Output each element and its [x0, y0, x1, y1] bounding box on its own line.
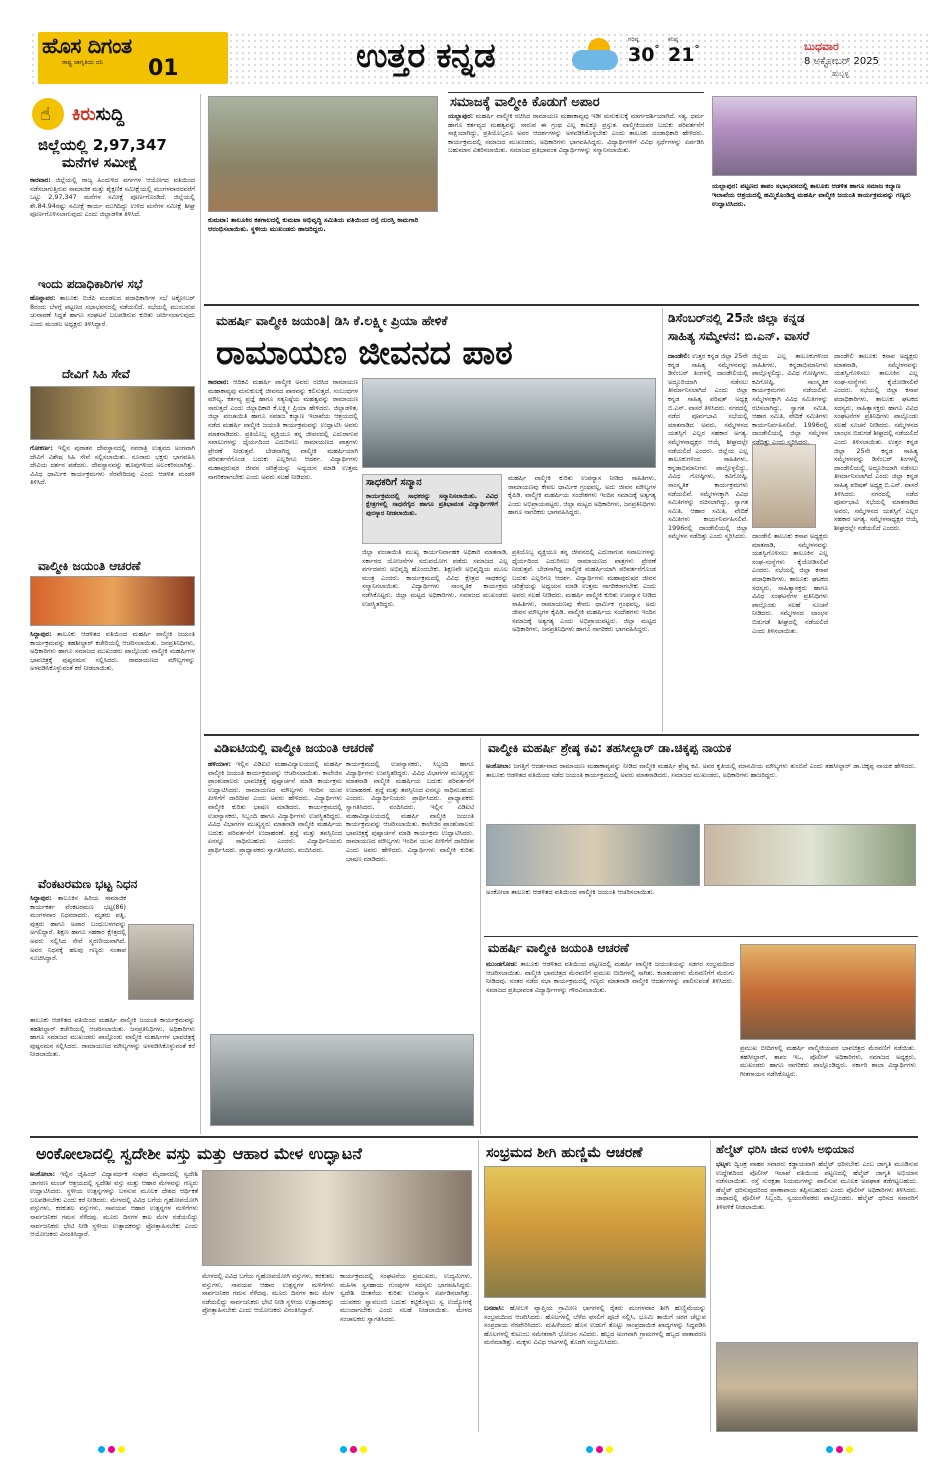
min-temp-block	[668, 36, 699, 66]
max-temp: 30	[628, 44, 655, 66]
mundgod-photo	[740, 944, 916, 1040]
story5-body-cont: ತಾಲೂಕು ಆಡಳಿತದ ವತಿಯಿಂದ ಮಹರ್ಷಿ ವಾಲ್ಮೀಕಿ ಜಯಂತಿ ಕಾರ್ಯಕ್ರಮವನ್ನು ತಹಶೀಲ್ದಾರ್ ಕಚೇರಿಯಲ್ಲಿ ಆಚರಿಸಲಾಯಿತು. ಜನಪ್ರತಿನಿಧಿಗಳು, ಅಧಿಕಾರಿಗಳು ಹಾಗೂ ಸಮಾಜದ ಮುಖಂಡರು ಪಾಲ್ಗೊಂಡು ವಾಲ್ಮೀಕಿ ಮಹರ್ಷಿಗಳ ಭಾವಚಿತ್ರಕ್ಕೆ ಪುಷ್ಪನಮನ ಸಲ್ಲಿಸಿದರು. ರಾಮಾಯಣದ ಮೌಲ್ಯಗಳನ್ನು ಅಳವಡಿಸಿಕೊಳ್ಳುವಂತೆ ಕರೆ ನೀಡಲಾಯಿತು.	[30, 1016, 195, 1059]
story5-headline: ವೆಂಕಟರಮಣ ಭಟ್ಟ ನಿಧನ	[38, 877, 138, 891]
bottom-divider-1	[478, 1140, 479, 1432]
paper-logo: ಹೊಸ ದಿಗಂತ	[42, 34, 132, 58]
edition: ಹುಬ್ಬಳ್ಳಿ	[832, 70, 849, 78]
swadeshi-body-col3: ಕಾರ್ಯಕ್ರಮದಲ್ಲಿ ಸಂಘಟನೆಯ ಪ್ರಮುಖರು, ಉದ್ಯಮಿಗಳು, ಮಹಿಳಾ ಸ್ವಸಹಾಯ ಗುಂಪುಗಳ ಸದಸ್ಯರು ಭಾಗವಹಿಸಿದ್ದರು. ಸ್ವದೇಶಿ ಚಿಂತನೆಯ ಕುರಿತು ಉಪನ್ಯಾಸ ಏರ್ಪಡಿಸಲಾಗಿತ್ತು. ಯುವಕರು ಸ್ವಾವಲಂಬಿ ಬದುಕು ಕಟ್ಟಿಕೊಳ್ಳಲು ಸ್ವ ಉದ್ಯೋಗಕ್ಕೆ ಮುಂದಾಗಬೇಕು ಎಂದು ಸಲಹೆ ನೀಡಲಾಯಿತು. ಮೇಳದ ಸಂಚಾಲಕರು ಸ್ವಾಗತಿಸಿದರು.	[340, 1272, 472, 1323]
issue-date: 8 ಅಕ್ಟೋಬರ್ 2025	[804, 56, 879, 67]
ankola-caption: ಅಂಕೋಲಾ ತಾಲೂಕು ಆಡಳಿತದ ವತಿಯಿಂದ ವಾಲ್ಮೀಕಿ ಜಯಂತಿ ಆಚರಿಸಲಾಯಿತು.	[486, 888, 655, 896]
masthead	[0, 0, 945, 92]
ankola-photo-1	[486, 824, 700, 886]
samaja-headline: ಸಮಾಜಕ್ಕೆ ವಾಲ್ಮೀಕಿ ಕೊಡುಗೆ ಅಪಾರ	[450, 95, 600, 110]
lead-body-col3: ಪ್ರತಿಯೊಬ್ಬ ವ್ಯಕ್ತಿಯೂ ತನ್ನ ಜೀವನದಲ್ಲಿ ಎದುರಾಗುವ ಸವಾಲುಗಳನ್ನು ಧೈರ್ಯದಿಂದ ಎದುರಿಸಲು ರಾಮಾಯಣದ ಪಾತ್ರಗಳು ಪ್ರೇರಣೆ ನೀಡುತ್ತವೆ. ಬೇಡನಾಗಿದ್ದ ವಾಲ್ಮೀಕಿ ಮಹರ್ಷಿಯಾಗಿ ಪರಿವರ್ತನೆಗೊಂಡ ಬದುಕು ಎಲ್ಲರಿಗೂ ಆದರ್ಶ. ವಿದ್ಯಾರ್ಥಿಗಳು ಮಹಾಪುರುಷರ ಜೀವನ ಚರಿತ್ರೆಯನ್ನು ಅಧ್ಯಯನ ಮಾಡಿ ಉತ್ತಮ ನಾಗರಿಕರಾಗಬೇಕು ಎಂದು ಅವರು ಸಲಹೆ ನೀಡಿದರು. ಮಹರ್ಷಿ ವಾಲ್ಮೀಕಿ ಕುರಿತು ಉಪನ್ಯಾಸ ನೀಡಿದ ಸಾಹಿತಿಗಳು, ರಾಮಾಯಣವು ಕೇವಲ ಧಾರ್ಮಿಕ ಗ್ರಂಥವಲ್ಲ, ಅದು ಜೀವನ ಮೌಲ್ಯಗಳ ಕೈಪಿಡಿ. ವಾಲ್ಮೀಕಿ ಮಹರ್ಷಿಯ ಸಂದೇಶಗಳು ಇಂದಿನ ಸಮಾಜಕ್ಕೆ ಅತ್ಯಗತ್ಯ ಎಂದು ಅಭಿಪ್ರಾಯಪಟ್ಟರು. ಜಿಲ್ಲಾ ಮಟ್ಟದ ಅಧಿಕಾರಿಗಳು, ಜನಪ್ರತಿನಿಧಿಗಳು ಹಾಗೂ ನಾಗರಿಕರು ಭಾಗವಹಿಸಿದ್ದರು.	[512, 548, 656, 634]
story5-body: ಸಿದ್ದಾಪುರ: ತಾಲೂಕಿನ ಹಿರಿಯ ಸಾಮಾಜಿಕ ಕಾರ್ಯಕರ್ತ ವೆಂಕಟರಮಣ ಭಟ್ಟ(86) ಮಂಗಳವಾರ ನಿಧನರಾದರು. ಮೃತರು ಪತ್ನಿ, ಪುತ್ರರು ಹಾಗೂ ಅಪಾರ ಬಂಧುಬಳಗವನ್ನು ಅಗಲಿದ್ದಾರೆ. ಶಿಕ್ಷಣ ಹಾಗೂ ಸಹಕಾರ ಕ್ಷೇತ್ರದಲ್ಲಿ ಅವರು ಸಲ್ಲಿಸಿದ ಸೇವೆ ಸ್ಮರಣೀಯವಾಗಿದೆ. ಅವರ ನಿಧನಕ್ಕೆ ಹಲವು ಗಣ್ಯರು ಸಂತಾಪ ಸೂಚಿಸಿದ್ದಾರೆ.	[30, 894, 126, 963]
swadeshi-photo	[202, 1170, 472, 1266]
min-degree: °	[694, 44, 700, 55]
story1-headline: ಮನೆಗಳ ಸಮೀಕ್ಷೆ	[62, 155, 138, 171]
section-rule-2	[204, 734, 919, 736]
sahitya-body-col2b: ದಾಂಡೇಲಿ ತಾಲೂಕು ಕಸಾಪ ಅಧ್ಯಕ್ಷರು ಮಾತನಾಡಿ, ಸಮ್ಮೇಳನವನ್ನು ಯಶಸ್ವಿಗೊಳಿಸಲು ತಾಲೂಕಿನ ಎಲ್ಲ ಸಂಘ-ಸಂಸ್ಥೆಗಳು ಕೈಜೋಡಿಸಲಿವೆ ಎಂದರು. ಸಭೆಯಲ್ಲಿ ಜಿಲ್ಲಾ ಕಸಾಪ ಪದಾಧಿಕಾರಿಗಳು, ತಾಲೂಕು ಘಟಕದ ಸದಸ್ಯರು, ಸಾಹಿತ್ಯಾಸಕ್ತರು ಹಾಗೂ ವಿವಿಧ ಸಂಘಟನೆಗಳ ಪ್ರತಿನಿಧಿಗಳು ಪಾಲ್ಗೊಂಡು ಸಲಹೆ ಸೂಚನೆ ನೀಡಿದರು. ಸಮ್ಮೇಳನದ ಲಾಂಛನ ಬಿಡುಗಡೆ ಶೀಘ್ರದಲ್ಲಿ ನಡೆಯಲಿದೆ ಎಂದು ತಿಳಿಸಲಾಯಿತು.	[752, 532, 828, 635]
sahitya-body-col2a: ಜಿಲ್ಲೆಯ ಎಲ್ಲ ತಾಲೂಕುಗಳಿಂದ ಸಾಹಿತಿಗಳು, ಕನ್ನಡಾಭಿಮಾನಿಗಳು ಪಾಲ್ಗೊಳ್ಳಲಿದ್ದು, ವಿವಿಧ ಗೋಷ್ಠಿಗಳು, ಕವಿಗೋಷ್ಠಿ, ಸಾಂಸ್ಕೃತಿಕ ಕಾರ್ಯಕ್ರಮಗಳು ನಡೆಯಲಿವೆ. ಸಮ್ಮೇಳನಕ್ಕಾಗಿ ವಿವಿಧ ಸಮಿತಿಗಳನ್ನು ರಚಿಸಲಾಗಿದ್ದು, ಸ್ವಾಗತ ಸಮಿತಿ, ಆಹಾರ ಸಮಿತಿ, ವೇದಿಕೆ ಸಮಿತಿಗಳು ಕಾರ್ಯನಿರ್ವಹಿಸಲಿವೆ. 1996ರಲ್ಲಿ ದಾಂಡೇಲಿಯಲ್ಲಿ ಜಿಲ್ಲಾ ಸಮ್ಮೇಳನ ನಡೆದಿತ್ತು ಎಂದು ಸ್ಮರಿಸಿದರು.	[752, 352, 828, 446]
story3-body: ಗೋಕರ್ಣ: ಇಲ್ಲಿನ ಪುರಾತನ ದೇವಸ್ಥಾನದಲ್ಲಿ ನವರಾತ್ರಿ ಉತ್ಸವದ ಅಂಗವಾಗಿ ದೇವಿಗೆ ವಿಶೇಷ ಸಿಹಿ ಸೇವೆ ಸಲ್ಲಿಸಲಾಯಿತು. ನೂರಾರು ಭಕ್ತರು ಭಾಗವಹಿಸಿ ದೇವಿಯ ದರ್ಶನ ಪಡೆದರು. ದೇವಸ್ಥಾನವನ್ನು ಹೂವುಗಳಿಂದ ಅಲಂಕರಿಸಲಾಗಿತ್ತು. ವಿವಿಧ ಧಾರ್ಮಿಕ ಕಾರ್ಯಕ್ರಮಗಳು ನೆರವೇರಿದವು ಎಂದು ಆಡಳಿತ ಮಂಡಳಿ ತಿಳಿಸಿದೆ.	[30, 444, 195, 487]
felicitation-body: ಕಾರ್ಯಕ್ರಮದಲ್ಲಿ ಸಾಧಕರನ್ನು ಸನ್ಮಾನಿಸಲಾಯಿತು. ವಿವಿಧ ಕ್ಷೇತ್ರಗಳಲ್ಲಿ ಸಾಧನೆಗೈದ ಹಾಗೂ ಪ್ರತಿಭಾವಂತ ವಿದ್ಯಾರ್ಥಿಗಳಿಗೆ ಪುರಸ್ಕಾರ ನೀಡಲಾಯಿತು.	[366, 491, 498, 517]
section-title: ಕಿರುಸುದ್ದಿ	[72, 104, 125, 125]
story4-body: ಸಿದ್ದಾಪುರ: ತಾಲೂಕು ಆಡಳಿತದ ವತಿಯಿಂದ ಮಹರ್ಷಿ ವಾಲ್ಮೀಕಿ ಜಯಂತಿ ಕಾರ್ಯಕ್ರಮವನ್ನು ತಹಶೀಲ್ದಾರ್ ಕಚೇರಿಯಲ್ಲಿ ಆಚರಿಸಲಾಯಿತು. ಜನಪ್ರತಿನಿಧಿಗಳು, ಅಧಿಕಾರಿಗಳು ಹಾಗೂ ಸಮಾಜದ ಮುಖಂಡರು ಪಾಲ್ಗೊಂಡು ವಾಲ್ಮೀಕಿ ಮಹರ್ಷಿಗಳ ಭಾವಚಿತ್ರಕ್ಕೆ ಪುಷ್ಪನಮನ ಸಲ್ಲಿಸಿದರು. ರಾಮಾಯಣದ ಮೌಲ್ಯಗಳನ್ನು ಅಳವಡಿಸಿಕೊಳ್ಳುವಂತೆ ಕರೆ ನೀಡಲಾಯಿತು.	[30, 630, 195, 673]
sahitya-headline-2: ಸಾಹಿತ್ಯ ಸಮ್ಮೇಳನ: ಬಿ.ಎನ್. ವಾಸರೆ	[668, 329, 810, 343]
shigi-photo	[484, 1166, 706, 1298]
max-temp-block	[628, 36, 659, 66]
story3-headline: ದೇವಿಗೆ ಸಿಹಿ ಸೇವೆ	[62, 367, 130, 381]
story4-headline: ವಾಲ್ಮೀಕಿ ಜಯಂತಿ ಆಚರಣೆ	[38, 559, 141, 573]
yellapur-photo-caption: ಯಲ್ಲಾಪುರ: ಪಟ್ಟಣದ ತಾಪಂ ಸಭಾಭವನದಲ್ಲಿ ತಾಲೂಕು ಆಡಳಿತ ಹಾಗೂ ಸಮಾಜ ಕಲ್ಯಾಣ ಇಲಾಖೆಯ ಆಶ್ರಯದಲ್ಲಿ ಹಮ್ಮಿಕೊಂಡಿದ್ದ ಮಹರ್ಷಿ ವಾಲ್ಮೀಕಿ ಜಯಂತಿ ಕಾರ್ಯಕ್ರಮವನ್ನು ಗಣ್ಯರು ಉದ್ಘಾಟಿಸಿದರು.	[712, 182, 911, 208]
sahitya-body-col3: ದಾಂಡೇಲಿ ತಾಲೂಕು ಕಸಾಪ ಅಧ್ಯಕ್ಷರು ಮಾತನಾಡಿ, ಸಮ್ಮೇಳನವನ್ನು ಯಶಸ್ವಿಗೊಳಿಸಲು ತಾಲೂಕಿನ ಎಲ್ಲ ಸಂಘ-ಸಂಸ್ಥೆಗಳು ಕೈಜೋಡಿಸಲಿವೆ ಎಂದರು. ಸಭೆಯಲ್ಲಿ ಜಿಲ್ಲಾ ಕಸಾಪ ಪದಾಧಿಕಾರಿಗಳು, ತಾಲೂಕು ಘಟಕದ ಸದಸ್ಯರು, ಸಾಹಿತ್ಯಾಸಕ್ತರು ಹಾಗೂ ವಿವಿಧ ಸಂಘಟನೆಗಳ ಪ್ರತಿನಿಧಿಗಳು ಪಾಲ್ಗೊಂಡು ಸಲಹೆ ಸೂಚನೆ ನೀಡಿದರು. ಸಮ್ಮೇಳನದ ಲಾಂಛನ ಬಿಡುಗಡೆ ಶೀಘ್ರದಲ್ಲಿ ನಡೆಯಲಿದೆ ಎಂದು ತಿಳಿಸಲಾಯಿತು. ಉತ್ತರ ಕನ್ನಡ ಜಿಲ್ಲಾ 25ನೇ ಕನ್ನಡ ಸಾಹಿತ್ಯ ಸಮ್ಮೇಳನವನ್ನು ಡಿಸೆಂಬರ್ ತಿಂಗಳಲ್ಲಿ ದಾಂಡೇಲಿಯಲ್ಲಿ ಅದ್ದೂರಿಯಾಗಿ ನಡೆಸಲು ತೀರ್ಮಾನಿಸಲಾಗಿದೆ ಎಂದು ಜಿಲ್ಲಾ ಕನ್ನಡ ಸಾಹಿತ್ಯ ಪರಿಷತ್ ಅಧ್ಯಕ್ಷ ಬಿ.ಎನ್. ವಾಸರೆ ತಿಳಿಸಿದರು. ನಗರದಲ್ಲಿ ನಡೆದ ಪೂರ್ವಭಾವಿ ಸಭೆಯಲ್ಲಿ ಮಾತನಾಡಿದ ಅವರು, ಸಮ್ಮೇಳನದ ಯಶಸ್ಸಿಗೆ ಎಲ್ಲರ ಸಹಕಾರ ಅಗತ್ಯ. ಸಮ್ಮೇಳನಾಧ್ಯಕ್ಷರ ಆಯ್ಕೆ ಶೀಘ್ರದಲ್ಲೇ ನಡೆಯಲಿದೆ ಎಂದರು.	[834, 352, 918, 532]
lead-headline: ರಾಮಾಯಣ ಜೀವನದ ಪಾಠ	[216, 333, 513, 372]
vdit-photo	[210, 1034, 474, 1126]
felicitation-title: ಸಾಧಕರಿಗೆ ಸನ್ಮಾನ	[366, 477, 422, 488]
bottom-divider-2	[710, 1140, 711, 1432]
ankola-photo-2	[704, 824, 916, 886]
pointing-hand-icon: ☝	[32, 98, 64, 130]
helmet-body: ಭಟ್ಕಳ: ದ್ವಿಚಕ್ರ ವಾಹನ ಸವಾರರು ಕಡ್ಡಾಯವಾಗಿ ಹೆಲ್ಮೆಟ್ ಧರಿಸಬೇಕು ಎಂಬ ಜಾಗೃತಿ ಮೂಡಿಸುವ ಉದ್ದೇಶದಿಂದ ಪೊಲೀಸ್ ಇಲಾಖೆ ವತಿಯಿಂದ ಪಟ್ಟಣದಲ್ಲಿ ಹೆಲ್ಮೆಟ್ ಜಾಗೃತಿ ಅಭಿಯಾನ ನಡೆಸಲಾಯಿತು. ರಸ್ತೆ ಸುರಕ್ಷತಾ ನಿಯಮಗಳನ್ನು ಪಾಲಿಸುವ ಮೂಲಕ ಅಪಘಾತ ತಡೆಗಟ್ಟಬಹುದು. ಹೆಲ್ಮೆಟ್ ಧರಿಸುವುದರಿಂದ ಪ್ರಾಣಾಪಾಯ ತಪ್ಪಿಸಬಹುದು ಎಂದು ಪೊಲೀಸ್ ಅಧಿಕಾರಿಗಳು ತಿಳಿಸಿದರು. ಜಾಥಾದಲ್ಲಿ ಪೊಲೀಸ್ ಸಿಬ್ಬಂದಿ, ಸ್ವಯಂಸೇವಕರು ಪಾಲ್ಗೊಂಡರು. ಹೆಲ್ಮೆಟ್ ಧರಿಸದ ಸವಾರರಿಗೆ ತಿಳಿವಳಿಕೆ ನೀಡಲಾಯಿತು.	[716, 1160, 918, 1211]
min-temp-label: ಕನಿಷ್ಠ	[668, 36, 679, 43]
lead-body-col1: ಕಾರವಾರ: ಆದಿಕವಿ ಮಹರ್ಷಿ ವಾಲ್ಮೀಕಿ ಅವರು ರಚಿಸಿದ ರಾಮಾಯಣ ಮಹಾಕಾವ್ಯವು ಮನುಕುಲಕ್ಕೆ ಜೀವನದ ಪಾಠವನ್ನು ಕಲಿಸುತ್ತದೆ. ಸಂಬಂಧಗಳ ಮೌಲ್ಯ, ಕರ್ತವ್ಯ ಪ್ರಜ್ಞೆ ಹಾಗೂ ಸತ್ಯನಿಷ್ಠೆಯ ಮಹತ್ವವನ್ನು ರಾಮಾಯಣ ಸಾರುತ್ತದೆ ಎಂದು ಜಿಲ್ಲಾಧಿಕಾರಿ ಕೆ.ಲಕ್ಷ್ಮೀ ಪ್ರಿಯಾ ಹೇಳಿದರು. ಜಿಲ್ಲಾಡಳಿತ, ಜಿಲ್ಲಾ ಪಂಚಾಯಿತಿ ಹಾಗೂ ಸಮಾಜ ಕಲ್ಯಾಣ ಇಲಾಖೆಯ ಆಶ್ರಯದಲ್ಲಿ ನಡೆದ ಮಹರ್ಷಿ ವಾಲ್ಮೀಕಿ ಜಯಂತಿ ಕಾರ್ಯಕ್ರಮವನ್ನು ಉದ್ಘಾಟಿಸಿ ಅವರು ಮಾತನಾಡಿದರು. ಪ್ರತಿಯೊಬ್ಬ ವ್ಯಕ್ತಿಯೂ ತನ್ನ ಜೀವನದಲ್ಲಿ ಎದುರಾಗುವ ಸವಾಲುಗಳನ್ನು ಧೈರ್ಯದಿಂದ ಎದುರಿಸಲು ರಾಮಾಯಣದ ಪಾತ್ರಗಳು ಪ್ರೇರಣೆ ನೀಡುತ್ತವೆ. ಬೇಡನಾಗಿದ್ದ ವಾಲ್ಮೀಕಿ ಮಹರ್ಷಿಯಾಗಿ ಪರಿವರ್ತನೆಗೊಂಡ ಬದುಕು ಎಲ್ಲರಿಗೂ ಆದರ್ಶ. ವಿದ್ಯಾರ್ಥಿಗಳು ಮಹಾಪುರುಷರ ಜೀವನ ಚರಿತ್ರೆಯನ್ನು ಅಧ್ಯಯನ ಮಾಡಿ ಉತ್ತಮ ನಾಗರಿಕರಾಗಬೇಕು ಎಂದು ಅವರು ಸಲಹೆ ನೀಡಿದರು.	[208, 378, 358, 481]
section-rule-3	[30, 1136, 918, 1138]
sahitya-body-col1: ದಾಂಡೇಲಿ: ಉತ್ತರ ಕನ್ನಡ ಜಿಲ್ಲಾ 25ನೇ ಕನ್ನಡ ಸಾಹಿತ್ಯ ಸಮ್ಮೇಳನವನ್ನು ಡಿಸೆಂಬರ್ ತಿಂಗಳಲ್ಲಿ ದಾಂಡೇಲಿಯಲ್ಲಿ ಅದ್ದೂರಿಯಾಗಿ ನಡೆಸಲು ತೀರ್ಮಾನಿಸಲಾಗಿದೆ ಎಂದು ಜಿಲ್ಲಾ ಕನ್ನಡ ಸಾಹಿತ್ಯ ಪರಿಷತ್ ಅಧ್ಯಕ್ಷ ಬಿ.ಎನ್. ವಾಸರೆ ತಿಳಿಸಿದರು. ನಗರದಲ್ಲಿ ನಡೆದ ಪೂರ್ವಭಾವಿ ಸಭೆಯಲ್ಲಿ ಮಾತನಾಡಿದ ಅವರು, ಸಮ್ಮೇಳನದ ಯಶಸ್ಸಿಗೆ ಎಲ್ಲರ ಸಹಕಾರ ಅಗತ್ಯ. ಸಮ್ಮೇಳನಾಧ್ಯಕ್ಷರ ಆಯ್ಕೆ ಶೀಘ್ರದಲ್ಲೇ ನಡೆಯಲಿದೆ ಎಂದರು. ಜಿಲ್ಲೆಯ ಎಲ್ಲ ತಾಲೂಕುಗಳಿಂದ ಸಾಹಿತಿಗಳು, ಕನ್ನಡಾಭಿಮಾನಿಗಳು ಪಾಲ್ಗೊಳ್ಳಲಿದ್ದು, ವಿವಿಧ ಗೋಷ್ಠಿಗಳು, ಕವಿಗೋಷ್ಠಿ, ಸಾಂಸ್ಕೃತಿಕ ಕಾರ್ಯಕ್ರಮಗಳು ನಡೆಯಲಿವೆ. ಸಮ್ಮೇಳನಕ್ಕಾಗಿ ವಿವಿಧ ಸಮಿತಿಗಳನ್ನು ರಚಿಸಲಾಗಿದ್ದು, ಸ್ವಾಗತ ಸಮಿತಿ, ಆಹಾರ ಸಮಿತಿ, ವೇದಿಕೆ ಸಮಿತಿಗಳು ಕಾರ್ಯನಿರ್ವಹಿಸಲಿವೆ. 1996ರಲ್ಲಿ ದಾಂಡೇಲಿಯಲ್ಲಿ ಜಿಲ್ಲಾ ಸಮ್ಮೇಳನ ನಡೆದಿತ್ತು ಎಂದು ಸ್ಮರಿಸಿದರು.	[668, 352, 748, 541]
story1-headline-num: ಜಿಲ್ಲೆಯಲ್ಲಿ 2,97,347	[38, 136, 167, 154]
sahitya-headline-1: ಡಿಸೆಂಬರ್‌ನಲ್ಲಿ 25ನೇ ಜಿಲ್ಲಾ ಕನ್ನಡ	[668, 311, 805, 325]
felicitation-box	[362, 474, 502, 544]
sun-cloud-icon	[570, 36, 624, 76]
lead-kicker: ಮಹರ್ಷಿ ವಾಲ್ಮೀಕಿ ಜಯಂತಿ| ಡಿಸಿ ಕೆ.ಲಕ್ಷ್ಮೀ ಪ್ರಿಯಾ ಹೇಳಿಕೆ	[216, 313, 448, 328]
kumta-photo	[208, 96, 438, 212]
obituary-portrait	[128, 924, 194, 1000]
district-title: ಉತ್ತರ ಕನ್ನಡ	[356, 36, 496, 76]
top-rule	[448, 92, 704, 93]
shigi-body: ಬನವಾಸಿ: ಹೋಬಳಿ ವ್ಯಾಪ್ತಿಯ ಗ್ರಾಮೀಣ ಭಾಗಗಳಲ್ಲಿ ರೈತರು ಮಂಗಳವಾರ ಶೀಗಿ ಹುಣ್ಣಿಮೆಯನ್ನು ಸಂಭ್ರಮದಿಂದ ಆಚರಿಸಿದರು. ಹೊಲಗಳಲ್ಲಿ ಬೆಳೆದ ಫಸಲಿಗೆ ಪೂಜೆ ಸಲ್ಲಿಸಿ, ಭೂಮಿ ತಾಯಿಗೆ ಚರಗ ಚೆಲ್ಲುವ ಸಂಪ್ರದಾಯ ನೆರವೇರಿಸಿದರು. ಮಹಿಳೆಯರು ಹೊಸ ಉಡುಗೆ ತೊಟ್ಟು ಸಾಂಪ್ರದಾಯಿಕ ಖಾದ್ಯಗಳನ್ನು ಸಿದ್ಧಪಡಿಸಿ ಹೊಲಗಳಲ್ಲಿ ಕುಟುಂಬ ಸಮೇತರಾಗಿ ಭೋಜನ ಸವಿದರು. ಹಬ್ಬದ ಅಂಗವಾಗಿ ಗ್ರಾಮಗಳಲ್ಲಿ ಹಬ್ಬದ ವಾತಾವರಣ ಮನೆಮಾಡಿತ್ತು. ಮಕ್ಕಳು ವಿವಿಧ ಆಟಗಳಲ್ಲಿ ತೊಡಗಿ ಸಂಭ್ರಮಿಸಿದರು.	[484, 1304, 706, 1347]
swadeshi-body-col1: ಅಂಕೋಲಾ: ಇಲ್ಲಿನ ಜೈಹಿಂದ್ ವಿದ್ಯಾವರ್ಧಕ ಸಂಘದ ಮೈದಾನದಲ್ಲಿ ಸ್ವದೇಶಿ ಜಾಗರಣ ಮಂಚ್ ಆಶ್ರಯದಲ್ಲಿ ಸ್ವದೇಶೀ ವಸ್ತು ಮತ್ತು ಆಹಾರ ಮೇಳವನ್ನು ಗಣ್ಯರು ಉದ್ಘಾಟಿಸಿದರು. ಸ್ಥಳೀಯ ಉತ್ಪನ್ನಗಳನ್ನು ಬಳಸುವ ಮೂಲಕ ದೇಶದ ಆರ್ಥಿಕತೆ ಬಲಪಡಿಸಬೇಕು ಎಂದು ಕರೆ ನೀಡಿದರು. ಮೇಳದಲ್ಲಿ ವಿವಿಧ ಬಗೆಯ ಗೃಹೋಪಯೋಗಿ ವಸ್ತುಗಳು, ಕರಕುಶಲ ವಸ್ತುಗಳು, ಸಾವಯವ ಆಹಾರ ಉತ್ಪನ್ನಗಳ ಮಳಿಗೆಗಳು ಸಾರ್ವಜನಿಕರ ಗಮನ ಸೆಳೆದವು. ಮೂರು ದಿನಗಳ ಕಾಲ ಮೇಳ ನಡೆಯಲಿದ್ದು ಸಾರ್ವಜನಿಕರು ಭೇಟಿ ನೀಡಿ ಸ್ಥಳೀಯ ಉತ್ಪಾದಕರನ್ನು ಪ್ರೋತ್ಸಾಹಿಸಬೇಕು ಎಂದು ಆಯೋಜಕರು ವಿನಂತಿಸಿದ್ದಾರೆ.	[30, 1170, 198, 1239]
story2-headline: ಇಂದು ಪದಾಧಿಕಾರಿಗಳ ಸಭೆ	[38, 277, 143, 291]
section-rule	[204, 304, 919, 306]
shigi-headline: ಸಂಭ್ರಮದ ಶೀಗಿ ಹುಣ್ಣಿಮೆ ಆಚರಣೆ	[486, 1145, 643, 1161]
mundgod-body: ಮುಂಡಗೋಡ: ತಾಲೂಕು ಆಡಳಿತದ ವತಿಯಿಂದ ಪಟ್ಟಣದಲ್ಲಿ ಮಹರ್ಷಿ ವಾಲ್ಮೀಕಿ ಜಯಂತಿಯನ್ನು ಸಡಗರ ಸಂಭ್ರಮದಿಂದ ಆಚರಿಸಲಾಯಿತು. ವಾಲ್ಮೀಕಿ ಭಾವಚಿತ್ರದ ಮೆರವಣಿಗೆ ಪ್ರಮುಖ ಬೀದಿಗಳಲ್ಲಿ ಸಾಗಿತು. ಕಲಾತಂಡಗಳು ಮೆರವಣಿಗೆಗೆ ಮೆರುಗು ನೀಡಿದವು. ನಂತರ ನಡೆದ ಸಭಾ ಕಾರ್ಯಕ್ರಮದಲ್ಲಿ ಗಣ್ಯರು ಮಾತನಾಡಿ ವಾಲ್ಮೀಕಿ ಆದರ್ಶಗಳನ್ನು ಪಾಲಿಸುವಂತೆ ತಿಳಿಸಿದರು. ಸಮಾಜದ ಪ್ರತಿಭಾವಂತ ವಿದ್ಯಾರ್ಥಿಗಳನ್ನು ಗೌರವಿಸಲಾಯಿತು.	[486, 960, 734, 994]
ankola-headline: ವಾಲ್ಮೀಕಿ ಮಹರ್ಷಿ ಶ್ರೇಷ್ಠ ಕವಿ: ತಹಸೀಲ್ದಾರ್ ಡಾ.ಚಿಕ್ಕಪ್ಪ ನಾಯಕ	[488, 741, 732, 755]
max-degree: °	[654, 44, 660, 55]
helmet-headline: ಹೆಲ್ಮೆಟ್ ಧರಿಸಿ ಜೀವ ಉಳಿಸಿ ಅಭಿಯಾನ	[716, 1143, 855, 1156]
jayanti-photo	[30, 576, 195, 626]
yellapur-photo	[712, 96, 917, 176]
paper-tagline: ರಾಷ್ಟ್ರ ಜಾಗೃತಿಯ ದನಿ	[62, 59, 104, 66]
kiru-suddi-header	[30, 96, 190, 132]
helmet-photo	[716, 1342, 918, 1432]
vdit-headline: ವಿಡಿಐಟಿಯಲ್ಲಿ ವಾಲ್ಮೀಕಿ ಜಯಂತಿ ಆಚರಣೆ	[214, 741, 374, 755]
min-temp: 21	[668, 44, 695, 66]
column-divider	[200, 94, 201, 1134]
lead-body-col2: ಜಿಲ್ಲಾ ಪಂಚಾಯಿತಿ ಮುಖ್ಯ ಕಾರ್ಯನಿರ್ವಾಹಕ ಅಧಿಕಾರಿ ಮಾತನಾಡಿ, ಸರ್ಕಾರದ ಯೋಜನೆಗಳ ಸದುಪಯೋಗ ಪಡೆದು ಸಮಾಜದ ಎಲ್ಲ ವರ್ಗದವರು ಅಭಿವೃದ್ಧಿ ಹೊಂದಬೇಕು. ಶಿಕ್ಷಣವೇ ಅಭಿವೃದ್ಧಿಯ ಮೂಲ ಮಂತ್ರ ಎಂದರು. ಕಾರ್ಯಕ್ರಮದಲ್ಲಿ ವಿವಿಧ ಕ್ಷೇತ್ರದ ಸಾಧಕರನ್ನು ಸನ್ಮಾನಿಸಲಾಯಿತು. ವಿದ್ಯಾರ್ಥಿಗಳು ಸಾಂಸ್ಕೃತಿಕ ಕಾರ್ಯಕ್ರಮ ನಡೆಸಿಕೊಟ್ಟರು. ಜಿಲ್ಲಾ ಮಟ್ಟದ ಅಧಿಕಾರಿಗಳು, ಸಮಾಜದ ಮುಖಂಡರು ಉಪಸ್ಥಿತರಿದ್ದರು.	[362, 548, 508, 608]
mundgod-headline: ಮಹರ್ಷಿ ವಾಲ್ಮೀಕಿ ಜಯಂತಿ ಆಚರಣೆ	[488, 941, 629, 955]
weekday: ಬುಧವಾರ	[804, 40, 839, 53]
vdit-body-col1: ಹಳಿಯಾಳ: ಇಲ್ಲಿನ ವಿಡಿಐಟಿ ಮಹಾವಿದ್ಯಾಲಯದಲ್ಲಿ ಮಹರ್ಷಿ ವಾಲ್ಮೀಕಿ ಜಯಂತಿ ಕಾರ್ಯಕ್ರಮವನ್ನು ಆಚರಿಸಲಾಯಿತು. ಕಾಲೇಜಿನ ಪ್ರಾಂಶುಪಾಲರು ಭಾವಚಿತ್ರಕ್ಕೆ ಪುಷ್ಪಾರ್ಚನೆ ಮಾಡಿ ಕಾರ್ಯಕ್ರಮ ಉದ್ಘಾಟಿಸಿದರು. ರಾಮಾಯಣದ ಮೌಲ್ಯಗಳು ಇಂದಿನ ಯುವ ಪೀಳಿಗೆಗೆ ದಾರಿದೀಪ ಎಂದು ಅವರು ಹೇಳಿದರು. ವಿದ್ಯಾರ್ಥಿಗಳು ವಾಲ್ಮೀಕಿ ಕುರಿತು ಭಾಷಣ ಮಾಡಿದರು. ಕಾರ್ಯಕ್ರಮದಲ್ಲಿ ಉಪನ್ಯಾಸಕರು, ಸಿಬ್ಬಂದಿ ಹಾಗೂ ವಿದ್ಯಾರ್ಥಿಗಳು ಉಪಸ್ಥಿತರಿದ್ದರು. ವಿವಿಧ ವಿಭಾಗಗಳ ಮುಖ್ಯಸ್ಥರು ಮಾತನಾಡಿ ವಾಲ್ಮೀಕಿ ಮಹರ್ಷಿಯ ಬದುಕು ಪರಿವರ್ತನೆಗೆ ಉದಾಹರಣೆ. ಶ್ರದ್ಧೆ ಮತ್ತು ತಪಸ್ಸಿನಿಂದ ಏನನ್ನೂ ಸಾಧಿಸಬಹುದು ಎಂದರು. ವಿದ್ಯಾರ್ಥಿನಿಯರು ಪ್ರಾರ್ಥಿಸಿದರು. ಪ್ರಾಧ್ಯಾಪಕರು ಸ್ವಾಗತಿಸಿದರು, ವಂದಿಸಿದರು.	[208, 760, 342, 854]
print-mark-4	[826, 1438, 866, 1446]
print-mark-3	[586, 1438, 626, 1446]
story1-body: ಕಾರವಾರ: ಜಿಲ್ಲೆಯಲ್ಲಿ ರಾಜ್ಯ ಹಿಂದುಳಿದ ವರ್ಗಗಳ ಆಯೋಗದ ವತಿಯಿಂದ ನಡೆಸಲಾಗುತ್ತಿರುವ ಸಾಮಾಜಿಕ ಮತ್ತು ಶೈಕ್ಷಣಿಕ ಸಮೀಕ್ಷೆಯಲ್ಲಿ ಮಂಗಳವಾರದವರೆಗೆ ಒಟ್ಟು 2,97,347 ಮನೆಗಳ ಸಮೀಕ್ಷೆ ಪೂರ್ಣಗೊಂಡಿದೆ. ಜಿಲ್ಲೆಯಲ್ಲಿ ಶೇ.84.94ರಷ್ಟು ಸಮೀಕ್ಷೆ ಕಾರ್ಯ ಮುಗಿದಿದ್ದು ಉಳಿದ ಮನೆಗಳ ಸಮೀಕ್ಷೆ ಶೀಘ್ರ ಪೂರ್ಣಗೊಳಿಸಲಾಗುವುದು ಎಂದು ಜಿಲ್ಲಾಡಳಿತ ತಿಳಿಸಿದೆ.	[30, 176, 195, 219]
page-number: 01	[148, 56, 179, 81]
middle-divider	[480, 738, 481, 1134]
ankola-body: ಅಂಕೋಲಾ: ಜಗತ್ತಿಗೆ ಆದರ್ಶವಾದ ರಾಮಾಯಣ ಮಹಾಕಾವ್ಯವನ್ನು ನೀಡಿದ ವಾಲ್ಮೀಕಿ ಮಹರ್ಷಿ ಶ್ರೇಷ್ಠ ಕವಿ. ಅವರ ಕೃತಿಯಲ್ಲಿ ಮಾನವೀಯ ಮೌಲ್ಯಗಳು ತುಂಬಿವೆ ಎಂದು ತಹಸೀಲ್ದಾರ್ ಡಾ.ಚಿಕ್ಕಪ್ಪ ನಾಯಕ ಹೇಳಿದರು. ತಾಲೂಕು ಆಡಳಿತದ ವತಿಯಿಂದ ನಡೆದ ಜಯಂತಿ ಕಾರ್ಯಕ್ರಮದಲ್ಲಿ ಅವರು ಮಾತನಾಡಿದರು. ಸಮಾಜದ ಮುಖಂಡರು, ಅಧಿಕಾರಿಗಳು ಹಾಜರಿದ್ದರು.	[486, 762, 916, 779]
kumta-photo-caption: ಕುಮಟಾ: ತಾಲೂಕಿನ ಕತಗಾಲದಲ್ಲಿ ಕುಮಟಾ ಅಭಿವೃದ್ಧಿ ಸಮಿತಿಯ ವತಿಯಿಂದ ರಸ್ತೆ ದುರಸ್ತಿ ಕಾಮಗಾರಿ ಆರಂಭಿಸಲಾಯಿತು. ಸ್ಥಳೀಯ ಮುಖಂಡರು ಹಾಜರಿದ್ದರು.	[208, 216, 419, 233]
max-temp-label: ಗರಿಷ್ಠ	[628, 36, 639, 43]
print-mark-2	[340, 1438, 380, 1446]
vdit-body-col2: ಕಾರ್ಯಕ್ರಮದಲ್ಲಿ ಉಪನ್ಯಾಸಕರು, ಸಿಬ್ಬಂದಿ ಹಾಗೂ ವಿದ್ಯಾರ್ಥಿಗಳು ಉಪಸ್ಥಿತರಿದ್ದರು. ವಿವಿಧ ವಿಭಾಗಗಳ ಮುಖ್ಯಸ್ಥರು ಮಾತನಾಡಿ ವಾಲ್ಮೀಕಿ ಮಹರ್ಷಿಯ ಬದುಕು ಪರಿವರ್ತನೆಗೆ ಉದಾಹರಣೆ. ಶ್ರದ್ಧೆ ಮತ್ತು ತಪಸ್ಸಿನಿಂದ ಏನನ್ನೂ ಸಾಧಿಸಬಹುದು ಎಂದರು. ವಿದ್ಯಾರ್ಥಿನಿಯರು ಪ್ರಾರ್ಥಿಸಿದರು. ಪ್ರಾಧ್ಯಾಪಕರು ಸ್ವಾಗತಿಸಿದರು, ವಂದಿಸಿದರು. ಇಲ್ಲಿನ ವಿಡಿಐಟಿ ಮಹಾವಿದ್ಯಾಲಯದಲ್ಲಿ ಮಹರ್ಷಿ ವಾಲ್ಮೀಕಿ ಜಯಂತಿ ಕಾರ್ಯಕ್ರಮವನ್ನು ಆಚರಿಸಲಾಯಿತು. ಕಾಲೇಜಿನ ಪ್ರಾಂಶುಪಾಲರು ಭಾವಚಿತ್ರಕ್ಕೆ ಪುಷ್ಪಾರ್ಚನೆ ಮಾಡಿ ಕಾರ್ಯಕ್ರಮ ಉದ್ಘಾಟಿಸಿದರು. ರಾಮಾಯಣದ ಮೌಲ್ಯಗಳು ಇಂದಿನ ಯುವ ಪೀಳಿಗೆಗೆ ದಾರಿದೀಪ ಎಂದು ಅವರು ಹೇಳಿದರು. ವಿದ್ಯಾರ್ಥಿಗಳು ವಾಲ್ಮೀಕಿ ಕುರಿತು ಭಾಷಣ ಮಾಡಿದರು.	[346, 760, 474, 863]
lead-body-col3a: ಮಹರ್ಷಿ ವಾಲ್ಮೀಕಿ ಕುರಿತು ಉಪನ್ಯಾಸ ನೀಡಿದ ಸಾಹಿತಿಗಳು, ರಾಮಾಯಣವು ಕೇವಲ ಧಾರ್ಮಿಕ ಗ್ರಂಥವಲ್ಲ, ಅದು ಜೀವನ ಮೌಲ್ಯಗಳ ಕೈಪಿಡಿ. ವಾಲ್ಮೀಕಿ ಮಹರ್ಷಿಯ ಸಂದೇಶಗಳು ಇಂದಿನ ಸಮಾಜಕ್ಕೆ ಅತ್ಯಗತ್ಯ ಎಂದು ಅಭಿಪ್ರಾಯಪಟ್ಟರು. ಜಿಲ್ಲಾ ಮಟ್ಟದ ಅಧಿಕಾರಿಗಳು, ಜನಪ್ರತಿನಿಧಿಗಳು ಹಾಗೂ ನಾಗರಿಕರು ಭಾಗವಹಿಸಿದ್ದರು.	[508, 474, 656, 517]
swadeshi-headline: ಅಂಕೋಲಾದಲ್ಲಿ ಸ್ವದೇಶೀ ವಸ್ತು ಮತ್ತು ಆಹಾರ ಮೇಳ ಉದ್ಘಾಟನೆ	[36, 1144, 362, 1163]
lead-divider	[662, 308, 663, 732]
print-mark-1	[98, 1438, 138, 1446]
samaja-body: ಯಲ್ಲಾಪುರ: ಮಹರ್ಷಿ ವಾಲ್ಮೀಕಿ ರಚಿಸಿದ ರಾಮಾಯಣ ಮಹಾಕಾವ್ಯವು ಇಡೀ ಮನುಕುಲಕ್ಕೆ ಮಾರ್ಗದರ್ಶಿಯಾಗಿದೆ. ಸತ್ಯ, ಧರ್ಮ ಹಾಗೂ ಕರ್ತವ್ಯದ ಮಹತ್ವವನ್ನು ಸಾರುವ ಈ ಗ್ರಂಥ ಎಲ್ಲ ಕಾಲಕ್ಕೂ ಪ್ರಸ್ತುತ. ವಾಲ್ಮೀಕಿಯವರ ಬದುಕು ಪರಿವರ್ತನೆಗೆ ಸಾಕ್ಷಿಯಾಗಿದ್ದು, ಪ್ರತಿಯೊಬ್ಬರೂ ಅವರ ಆದರ್ಶಗಳನ್ನು ಅಳವಡಿಸಿಕೊಳ್ಳಬೇಕು ಎಂದು ತಾಲೂಕು ದಂಡಾಧಿಕಾರಿ ಹೇಳಿದರು. ಕಾರ್ಯಕ್ರಮದಲ್ಲಿ ಸಮಾಜದ ಮುಖಂಡರು, ಅಧಿಕಾರಿಗಳು ಭಾಗವಹಿಸಿದ್ದರು. ವಿದ್ಯಾರ್ಥಿಗಳಿಗೆ ವಿವಿಧ ಸ್ಪರ್ಧೆಗಳನ್ನು ಏರ್ಪಡಿಸಿ ಬಹುಮಾನ ವಿತರಿಸಲಾಯಿತು. ಸಮಾಜದ ಪ್ರತಿಭಾವಂತ ವಿದ್ಯಾರ್ಥಿಗಳನ್ನು ಸನ್ಮಾನಿಸಲಾಯಿತು.	[448, 112, 704, 155]
swadeshi-body-col2: ಮೇಳದಲ್ಲಿ ವಿವಿಧ ಬಗೆಯ ಗೃಹೋಪಯೋಗಿ ವಸ್ತುಗಳು, ಕರಕುಶಲ ವಸ್ತುಗಳು, ಸಾವಯವ ಆಹಾರ ಉತ್ಪನ್ನಗಳ ಮಳಿಗೆಗಳು ಸಾರ್ವಜನಿಕರ ಗಮನ ಸೆಳೆದವು. ಮೂರು ದಿನಗಳ ಕಾಲ ಮೇಳ ನಡೆಯಲಿದ್ದು ಸಾರ್ವಜನಿಕರು ಭೇಟಿ ನೀಡಿ ಸ್ಥಳೀಯ ಉತ್ಪಾದಕರನ್ನು ಪ್ರೋತ್ಸಾಹಿಸಬೇಕು ಎಂದು ಆಯೋಜಕರು ವಿನಂತಿಸಿದ್ದಾರೆ.	[202, 1272, 334, 1315]
vasare-portrait	[752, 444, 816, 528]
lead-photo	[362, 378, 656, 468]
middle-rule	[484, 936, 918, 937]
mundgod-body-2: ಪ್ರಮುಖ ಬೀದಿಗಳಲ್ಲಿ ಮಹರ್ಷಿ ವಾಲ್ಮೀಕಿಯವರ ಭಾವಚಿತ್ರದ ಮೆರವಣಿಗೆ ನಡೆಯಿತು. ತಹಸೀಲ್ದಾರ್, ತಾಪಂ ಇಒ, ಪೊಲೀಸ್ ಅಧಿಕಾರಿಗಳು, ಸಮಾಜದ ಅಧ್ಯಕ್ಷರು, ಮುಖಂಡರು ಹಾಗೂ ನಾಗರಿಕರು ಪಾಲ್ಗೊಂಡಿದ್ದರು. ಸರ್ಕಾರಿ ಶಾಲಾ ವಿದ್ಯಾರ್ಥಿಗಳು ಗೀತಗಾಯನ ನಡೆಸಿಕೊಟ್ಟರು.	[740, 1044, 916, 1078]
date-block	[804, 40, 879, 79]
temple-photo	[30, 386, 195, 440]
story2-body: ಹೊನ್ನಾವರ: ತಾಲೂಕು ಬಿಜೆಪಿ ಮಂಡಲದ ಪದಾಧಿಕಾರಿಗಳ ಸಭೆ ಅಕ್ಟೋಬರ್ 8ರಂದು ಬೆಳಗ್ಗೆ ಪಟ್ಟಣದ ಸಭಾಭವನದಲ್ಲಿ ನಡೆಯಲಿದೆ. ಸಭೆಯಲ್ಲಿ ಮುಂಬರುವ ಚುನಾವಣೆ ಸಿದ್ಧತೆ ಹಾಗೂ ಸಂಘಟನೆ ಬಲಪಡಿಸುವ ಕುರಿತು ಚರ್ಚಿಸಲಾಗುವುದು ಎಂದು ಮಂಡಲ ಅಧ್ಯಕ್ಷರು ತಿಳಿಸಿದ್ದಾರೆ.	[30, 294, 195, 328]
